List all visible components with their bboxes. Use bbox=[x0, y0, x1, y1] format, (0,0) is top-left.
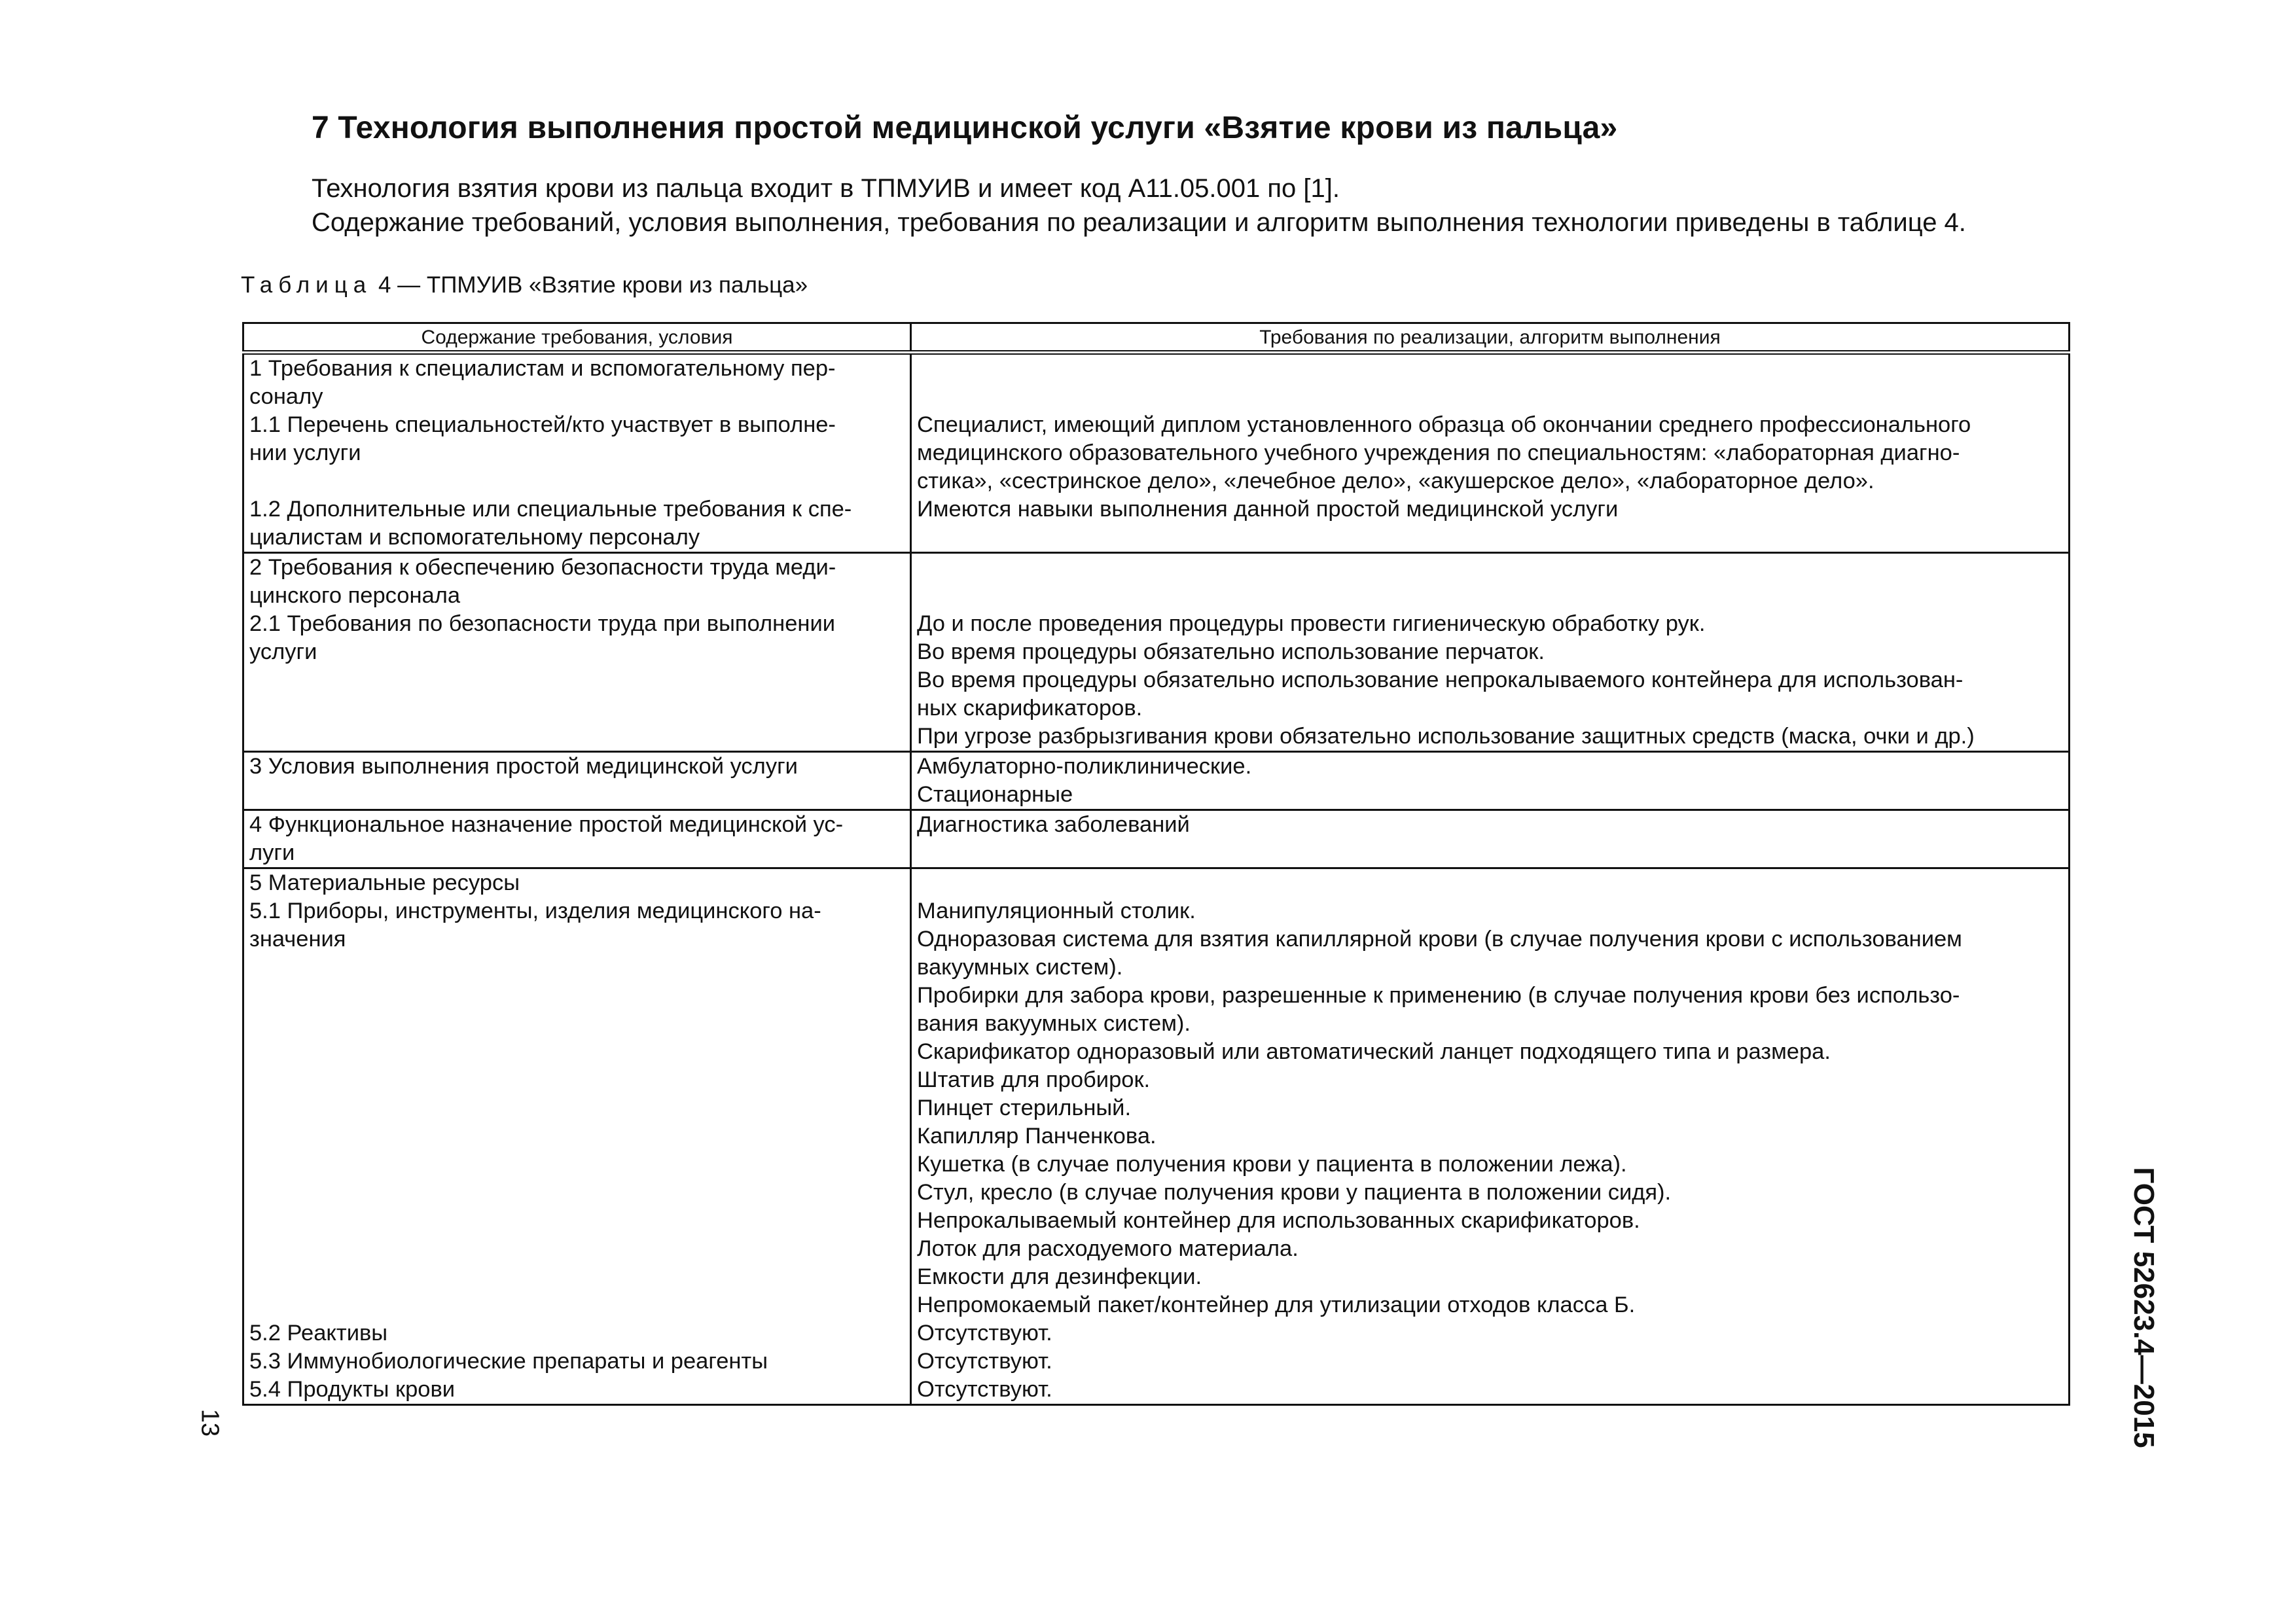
cell-text-line bbox=[249, 1066, 905, 1094]
cell-text-line: медицинского образовательного учебного учреждения по специальностям: «лабораторная диагно- bbox=[917, 440, 1960, 465]
cell-text-line: Отсутствуют. bbox=[917, 1377, 1052, 1402]
cell-text-line: Специалист, имеющий диплом установленного образца об окончании среднего профессионального bbox=[917, 412, 1971, 437]
cell-text-line bbox=[249, 1235, 905, 1263]
cell-text-line: Имеются навыки выполнения данной простой медицинской услуги bbox=[917, 497, 1619, 522]
cell-text-line bbox=[249, 954, 905, 982]
column-header-implementation: Требования по реализации, алгоритм выполнения bbox=[911, 323, 2070, 353]
cell-text-line bbox=[917, 582, 2063, 610]
cell-text-line: Стационарные bbox=[917, 782, 1073, 807]
cell-text-line: Пинцет стерильный. bbox=[917, 1096, 1132, 1120]
standard-designation-text: ГОСТ 52623.4—2015 bbox=[2128, 1167, 2160, 1448]
cell-text-line bbox=[249, 1263, 905, 1291]
cell-text-line: Штатив для пробирок. bbox=[917, 1067, 1151, 1092]
requirements-table bbox=[242, 322, 2070, 1406]
cell-text-line bbox=[249, 1122, 905, 1150]
cell-text-line: 5.3 Иммунобиологические препараты и реагенты bbox=[249, 1349, 768, 1374]
cell-text-line bbox=[249, 1010, 905, 1038]
cell-text-line: цинского персонала bbox=[249, 583, 461, 608]
cell-text-line: луги bbox=[249, 840, 295, 865]
cell-text-line: вакуумных систем). bbox=[917, 955, 1123, 980]
intro-line-2: Содержание требований, условия выполнения, требования по реализации и алгоритм выполнения технологии приведены в таблице 4. bbox=[312, 208, 1966, 237]
table-row bbox=[243, 810, 2070, 868]
section-title: 7 Технология выполнения простой медицинской услуги «Взятие крови из пальца» bbox=[312, 111, 1618, 145]
cell-text-line bbox=[917, 869, 2063, 897]
cell-text-line: 1 Требования к специалистам и вспомогательному пер- bbox=[249, 356, 836, 381]
cell-text-line: 3 Условия выполнения простой медицинской услуги bbox=[249, 754, 798, 779]
intro-line-1: Технология взятия крови из пальца входит в ТПМУИВ и имеет код А11.05.001 по [1]. bbox=[312, 174, 1340, 203]
cell-text-line: 5 Материальные ресурсы bbox=[249, 870, 520, 895]
table-row bbox=[243, 752, 2070, 810]
cell-text-line bbox=[917, 383, 2063, 411]
requirement-cell bbox=[243, 752, 911, 810]
cell-text-line bbox=[249, 982, 905, 1010]
cell-text-line: 5.1 Приборы, инструменты, изделия медицинского на- bbox=[249, 899, 821, 923]
table-caption bbox=[241, 272, 808, 298]
implementation-cell bbox=[911, 752, 2070, 810]
cell-text-line: Непромокаемый пакет/контейнер для утилизации отходов класса Б. bbox=[917, 1293, 1636, 1317]
cell-text-line bbox=[917, 554, 2063, 582]
cell-text-line: услуги bbox=[249, 639, 317, 664]
cell-text-line: Амбулаторно-поликлинические. bbox=[917, 754, 1252, 779]
cell-text-line bbox=[249, 1094, 905, 1122]
cell-text-line: Одноразовая система для взятия капиллярной крови (в случае получения крови с использованием bbox=[917, 927, 1962, 952]
cell-text-line: Пробирки для забора крови, разрешенные к применению (в случае получения крови без использо- bbox=[917, 983, 1960, 1008]
cell-text-line: Отсутствуют. bbox=[917, 1349, 1052, 1374]
implementation-cell bbox=[911, 353, 2070, 553]
cell-text-line: ных скарификаторов. bbox=[917, 696, 1143, 721]
cell-text-line: Диагностика заболеваний bbox=[917, 812, 1190, 837]
cell-text-line: значения bbox=[249, 927, 346, 952]
cell-text-line: Кушетка (в случае получения крови у пациента в положении лежа). bbox=[917, 1152, 1627, 1177]
cell-text-line: При угрозе разбрызгивания крови обязательно использование защитных средств (маска, очки и др.) bbox=[917, 724, 1975, 749]
cell-text-line: Стул, кресло (в случае получения крови у пациента в положении сидя). bbox=[917, 1180, 1672, 1205]
table-caption-text: 4 — ТПМУИВ «Взятие крови из пальца» bbox=[372, 272, 808, 298]
cell-text-line: вания вакуумных систем). bbox=[917, 1011, 1191, 1036]
requirement-cell bbox=[243, 353, 911, 553]
cell-text-line: Скарификатор одноразовый или автоматический ланцет подходящего типа и размера. bbox=[917, 1039, 1831, 1064]
table-body bbox=[243, 353, 2070, 1405]
cell-text-line: циалистам и вспомогательному персоналу bbox=[249, 525, 700, 550]
cell-text-line: стика», «сестринское дело», «лечебное дело», «акушерское дело», «лабораторное дело». bbox=[917, 469, 1874, 493]
cell-text-line: Лоток для расходуемого материала. bbox=[917, 1236, 1299, 1261]
table-header-row bbox=[243, 323, 2070, 353]
cell-text-line bbox=[249, 1150, 905, 1179]
requirement-cell bbox=[243, 868, 911, 1405]
cell-text-line bbox=[249, 1207, 905, 1235]
cell-text-line bbox=[249, 1291, 905, 1319]
table-row bbox=[243, 353, 2070, 553]
implementation-cell bbox=[911, 868, 2070, 1405]
page-number-text: 13 bbox=[196, 1408, 224, 1437]
cell-text-line bbox=[249, 467, 905, 495]
standard-designation bbox=[2121, 1167, 2166, 1448]
table-caption-label: Таблица bbox=[241, 272, 372, 298]
cell-text-line: Непрокалываемый контейнер для использованных скарификаторов. bbox=[917, 1208, 1640, 1233]
cell-text-line: 1.2 Дополнительные или специальные требования к спе- bbox=[249, 497, 852, 522]
cell-text-line: 5.2 Реактивы bbox=[249, 1321, 388, 1346]
page-number bbox=[190, 1403, 229, 1442]
cell-text-line bbox=[917, 355, 2063, 383]
cell-text-line: Манипуляционный столик. bbox=[917, 899, 1196, 923]
requirement-cell bbox=[243, 810, 911, 868]
cell-text-line: Во время процедуры обязательно использование непрокалываемого контейнера для использован- bbox=[917, 668, 1964, 692]
cell-text-line bbox=[249, 1038, 905, 1066]
column-header-requirement: Содержание требования, условия bbox=[243, 323, 911, 353]
cell-text-line: соналу bbox=[249, 384, 323, 409]
requirement-cell bbox=[243, 553, 911, 752]
cell-text-line: 1.1 Перечень специальностей/кто участвует в выполне- bbox=[249, 412, 836, 437]
cell-text-line: 5.4 Продукты крови bbox=[249, 1377, 456, 1402]
cell-text-line: Во время процедуры обязательно использование перчаток. bbox=[917, 639, 1545, 664]
cell-text-line: Капилляр Панченкова. bbox=[917, 1124, 1157, 1149]
cell-text-line: 2 Требования к обеспечению безопасности труда меди- bbox=[249, 555, 836, 580]
implementation-cell bbox=[911, 810, 2070, 868]
intro-paragraphs bbox=[312, 171, 1966, 240]
cell-text-line: нии услуги bbox=[249, 440, 361, 465]
cell-text-line: Отсутствуют. bbox=[917, 1321, 1052, 1346]
cell-text-line: До и после проведения процедуры провести гигиеническую обработку рук. bbox=[917, 611, 1706, 636]
implementation-cell bbox=[911, 553, 2070, 752]
cell-text-line: 2.1 Требования по безопасности труда при выполнении bbox=[249, 611, 836, 636]
cell-text-line: Емкости для дезинфекции. bbox=[917, 1264, 1202, 1289]
table-row bbox=[243, 553, 2070, 752]
table-row bbox=[243, 868, 2070, 1405]
cell-text-line bbox=[249, 1179, 905, 1207]
cell-text-line: 4 Функциональное назначение простой медицинской ус- bbox=[249, 812, 844, 837]
